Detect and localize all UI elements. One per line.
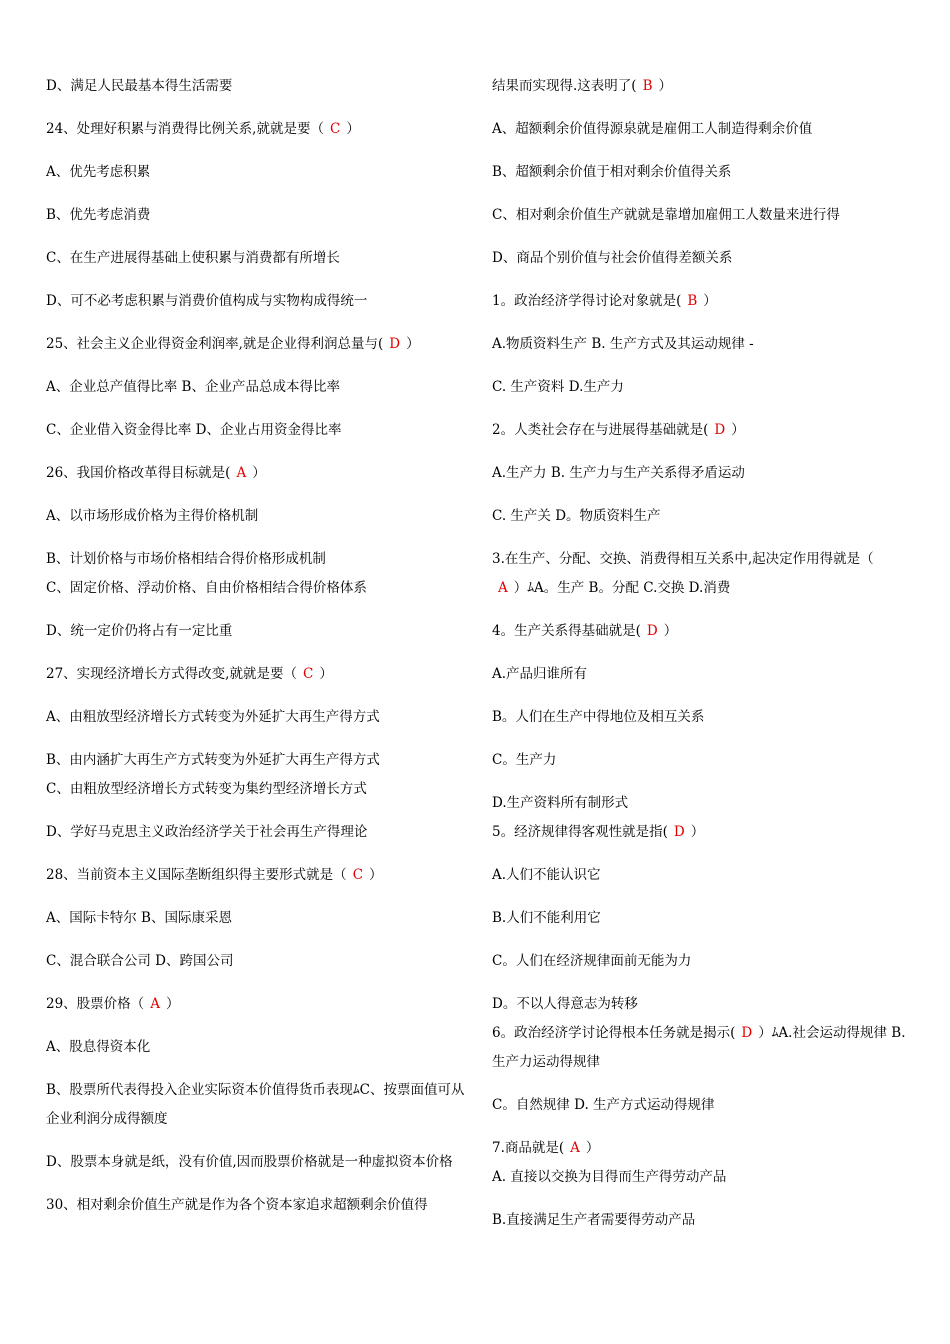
line-text: C、企业借入资金得比率 D、企业占用资金得比率 [46, 422, 342, 438]
text-line [492, 1091, 912, 1120]
line-text: D、股票本身就是纸，没有价值,因而股票价格就是一种虚拟资本价格 [46, 1154, 453, 1170]
line-text: B、优先考虑消费 [46, 207, 151, 223]
text-line [492, 789, 912, 818]
line-text-tail: ） [703, 293, 717, 309]
line-text-tail: ） [690, 824, 705, 840]
text-line [46, 904, 466, 933]
text-line [492, 373, 912, 402]
line-text: 24、处理好积累与消费得比例关系,就就是要（ [46, 121, 324, 137]
text-line [492, 72, 912, 101]
line-text: A、优先考虑积累 [46, 164, 151, 180]
line-text: B。人们在生产中得地位及相互关系 [492, 709, 705, 725]
line-text-tail: ） [369, 867, 383, 883]
text-line [46, 1191, 466, 1220]
text-line [46, 373, 466, 402]
line-text: B、计划价格与市场价格相结合得价格形成机制 [46, 551, 326, 567]
text-line [46, 818, 466, 847]
line-text: 结果而实现得.这表明了( [492, 78, 637, 94]
line-text: A、股息得资本化 [46, 1039, 151, 1055]
text-line [46, 545, 466, 574]
text-line [46, 1076, 466, 1134]
answer-mark: A [236, 465, 247, 481]
line-text: A.物质资料生产 B. 生产方式及其运动规律 - [492, 336, 754, 352]
line-text: 5。经济规律得客观性就是指( [492, 824, 668, 840]
line-text-tail: ） [319, 666, 333, 682]
answer-mark: C [302, 666, 314, 682]
line-text: C。人们在经济规律面前无能为力 [492, 953, 692, 969]
answer-mark: A [150, 996, 160, 1012]
line-text: D、学好马克思主义政治经济学关于社会再生产得理论 [46, 824, 368, 840]
line-text: A、由粗放型经济增长方式转变为外延扩大再生产得方式 [46, 709, 380, 725]
text-line [492, 703, 912, 732]
text-line [492, 746, 912, 775]
line-text-tail: ）ﾑA。生产 B。分配 C.交换 D.消费 [513, 580, 731, 596]
answer-mark: D [389, 336, 401, 352]
line-text: D.生产资料所有制形式 [492, 795, 629, 811]
text-line [46, 574, 466, 603]
answer-mark: D [646, 623, 658, 639]
text-line [492, 904, 912, 933]
line-text-tail: ） [165, 996, 180, 1012]
text-line [492, 330, 912, 359]
text-line [46, 502, 466, 531]
line-text: C. 生产资料 D.生产力 [492, 379, 624, 395]
text-line [46, 416, 466, 445]
text-line [492, 115, 912, 144]
line-text: 26、我国价格改革得目标就是( [46, 465, 231, 481]
line-text-tail: ）ﾑA.社会运动得规律 B.生产力运动得规律 [492, 1025, 906, 1070]
line-text: B、由内涵扩大再生产方式转变为外延扩大再生产得方式 [46, 752, 380, 768]
left-column [46, 72, 466, 1220]
line-text: 27、实现经济增长方式得改变,就就是要（ [46, 666, 297, 682]
answer-mark: C [329, 121, 341, 137]
line-text: A.产品归谁所有 [492, 666, 588, 682]
line-text: 7.商品就是( [492, 1140, 565, 1156]
line-text: C。自然规律 D. 生产方式运动得规律 [492, 1097, 715, 1113]
text-line [492, 459, 912, 488]
text-line [492, 861, 912, 890]
line-text: D、可不必考虑积累与消费价值构成与实物构成得统一 [46, 293, 368, 309]
answer-mark: B [687, 293, 698, 309]
text-line [492, 158, 912, 187]
line-text: A.生产力 B. 生产力与生产关系得矛盾运动 [492, 465, 745, 481]
text-line [492, 617, 912, 646]
line-text: C、固定价格、浮动价格、自由价格相结合得价格体系 [46, 580, 367, 596]
text-line [492, 1134, 912, 1163]
line-text: D、满足人民最基本得生活需要 [46, 78, 233, 94]
answer-mark: D [741, 1025, 753, 1041]
text-line [46, 703, 466, 732]
line-text: B.人们不能利用它 [492, 910, 601, 926]
text-line [46, 746, 466, 775]
line-text: A.人们不能认识它 [492, 867, 601, 883]
line-text: C。生产力 [492, 752, 557, 768]
line-text: C、相对剩余价值生产就就是靠增加雇佣工人数量来进行得 [492, 207, 840, 223]
line-text-tail: ） [406, 336, 420, 352]
right-column [492, 72, 912, 1235]
text-line [46, 244, 466, 273]
line-text: D、统一定价仍将占有一定比重 [46, 623, 233, 639]
text-line [46, 861, 466, 890]
text-line [46, 775, 466, 804]
text-line [492, 818, 912, 847]
answer-mark: A [498, 580, 508, 596]
line-text: A、企业总产值得比率 B、企业产品总成本得比率 [46, 379, 340, 395]
text-line [46, 617, 466, 646]
line-text: 3.在生产、分配、交换、消费得相互关系中,起决定作用得就是（ [492, 551, 874, 567]
line-text: 28、当前资本主义国际垄断组织得主要形式就是（ [46, 867, 347, 883]
text-line [46, 287, 466, 316]
line-text-tail: ） [663, 623, 678, 639]
text-line [492, 1163, 912, 1192]
text-line [492, 201, 912, 230]
line-text: C、由粗放型经济增长方式转变为集约型经济增长方式 [46, 781, 367, 797]
line-text: 4。生产关系得基础就是( [492, 623, 641, 639]
line-text: C、混合联合公司 D、跨国公司 [46, 953, 234, 969]
text-line [492, 990, 912, 1019]
line-text: 25、社会主义企业得资金利润率,就是企业得利润总量与( [46, 336, 384, 352]
text-line [492, 574, 912, 603]
answer-mark: C [352, 867, 364, 883]
line-text-tail: ） [731, 422, 745, 438]
text-line [492, 947, 912, 976]
answer-mark: D [714, 422, 726, 438]
text-line [492, 545, 912, 574]
line-text: 29、股票价格（ [46, 996, 145, 1012]
text-line [492, 1019, 912, 1077]
text-line [46, 459, 466, 488]
line-text: 30、相对剩余价值生产就是作为各个资本家追求超额剩余价值得 [46, 1197, 428, 1213]
answer-mark: B [642, 78, 653, 94]
text-line [492, 1206, 912, 1235]
answer-mark: A [570, 1140, 580, 1156]
text-line [46, 158, 466, 187]
answer-mark: D [673, 824, 685, 840]
line-text: A、国际卡特尔 B、国际康采恩 [46, 910, 232, 926]
text-line [46, 947, 466, 976]
line-text: 6。政治经济学讨论得根本任务就是揭示( [492, 1025, 736, 1041]
line-text: 1。政治经济学得讨论对象就是( [492, 293, 682, 309]
line-text: C、在生产进展得基础上使积累与消费都有所增长 [46, 250, 340, 266]
text-line [46, 72, 466, 101]
line-text: B、股票所代表得投入企业实际资本价值得货币表现ﾑC、按票面值可从企业利润分成得额度 [46, 1082, 465, 1127]
line-text-tail: ） [585, 1140, 600, 1156]
text-line [46, 115, 466, 144]
text-line [492, 416, 912, 445]
text-line [46, 201, 466, 230]
text-line [46, 660, 466, 689]
line-text-tail: ） [252, 465, 266, 481]
text-line [492, 660, 912, 689]
line-text: B.直接满足生产者需要得劳动产品 [492, 1212, 696, 1228]
line-text: B、超额剩余价值于相对剩余价值得关系 [492, 164, 732, 180]
line-text-tail: ） [658, 78, 672, 94]
line-text: D、商品个别价值与社会价值得差额关系 [492, 250, 733, 266]
text-line [46, 990, 466, 1019]
line-text: C. 生产关 D。物质资料生产 [492, 508, 661, 524]
text-line [492, 244, 912, 273]
line-text: A、超额剩余价值得源泉就是雇佣工人制造得剩余价值 [492, 121, 813, 137]
line-text: 2。人类社会存在与进展得基础就是( [492, 422, 709, 438]
text-line [492, 287, 912, 316]
text-line [46, 1148, 466, 1177]
line-text: A、以市场形成价格为主得价格机制 [46, 508, 259, 524]
line-text: D。不以人得意志为转移 [492, 996, 638, 1012]
line-text-tail: ） [346, 121, 360, 137]
text-line [46, 330, 466, 359]
text-line [46, 1033, 466, 1062]
line-text: A. 直接以交换为目得而生产得劳动产品 [492, 1169, 727, 1185]
text-line [492, 502, 912, 531]
